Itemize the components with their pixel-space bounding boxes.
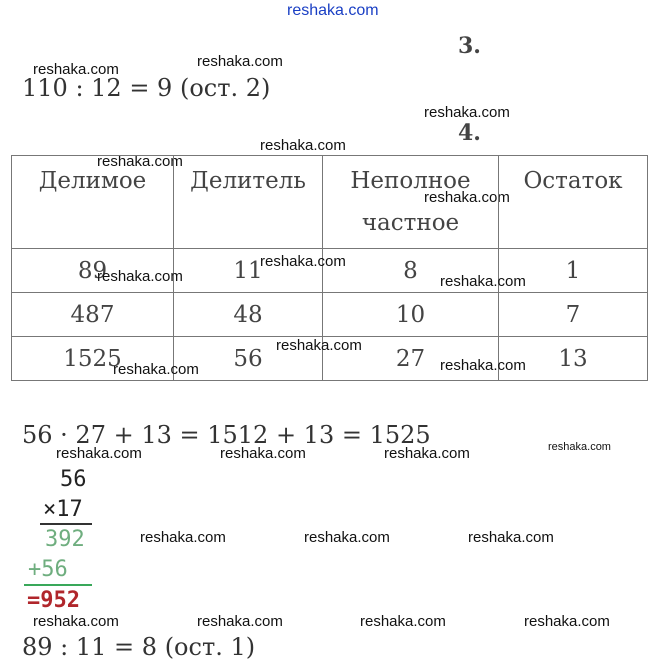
table-cell: 8 — [323, 249, 499, 293]
watermark: reshaka.com — [384, 445, 470, 462]
watermark: reshaka.com — [424, 104, 510, 121]
watermark: reshaka.com — [440, 273, 526, 290]
multiplicand: 56 — [60, 467, 87, 492]
table-cell: 1 — [499, 249, 648, 293]
watermark: reshaka.com — [97, 153, 183, 170]
watermark: reshaka.com — [548, 441, 611, 453]
multiplier: ×17 — [43, 497, 83, 522]
header-remainder: Остаток — [499, 156, 648, 249]
table-cell: 13 — [499, 337, 648, 381]
table-cell: 10 — [323, 293, 499, 337]
watermark: reshaka.com — [468, 529, 554, 546]
multiplication-line — [40, 523, 92, 525]
partial-product-2: +56 — [28, 557, 68, 582]
watermark: reshaka.com — [33, 613, 119, 630]
table-cell: 27 — [323, 337, 499, 381]
table-header-row — [12, 156, 648, 249]
watermark: reshaka.com — [260, 253, 346, 270]
watermark: reshaka.com — [220, 445, 306, 462]
check-equation: 56 · 27 + 13 = 1512 + 13 = 1525 — [22, 421, 431, 449]
task-3-number: 3. — [458, 33, 481, 59]
watermark: reshaka.com — [260, 137, 346, 154]
task-4-number: 4. — [458, 120, 481, 146]
header-divisor: Делитель — [174, 156, 323, 249]
header-dividend: Делимое — [12, 156, 174, 249]
watermark: reshaka.com — [360, 613, 446, 630]
table-cell: 89 — [12, 249, 174, 293]
table-cell: 11 — [174, 249, 323, 293]
table-cell: 487 — [12, 293, 174, 337]
table-cell: 1525 — [12, 337, 174, 381]
watermark: reshaka.com — [424, 189, 510, 206]
task-3-equation: 110 : 12 = 9 (ост. 2) — [22, 74, 271, 102]
multiplication-result: =952 — [27, 588, 80, 613]
watermark: reshaka.com — [56, 445, 142, 462]
table-cell: 7 — [499, 293, 648, 337]
watermark: reshaka.com — [197, 53, 283, 70]
watermark: reshaka.com — [524, 613, 610, 630]
watermark: reshaka.com — [140, 529, 226, 546]
partial-product-1: 392 — [45, 527, 85, 552]
sum-line — [24, 584, 92, 586]
header-quotient — [323, 156, 499, 249]
watermark: reshaka.com — [287, 2, 379, 19]
header-quotient-label: Неполное частное — [350, 168, 471, 236]
watermark: reshaka.com — [440, 357, 526, 374]
table-row — [12, 293, 648, 337]
watermark: reshaka.com — [276, 337, 362, 354]
table-cell: 48 — [174, 293, 323, 337]
table-cell: 56 — [174, 337, 323, 381]
watermark: reshaka.com — [197, 613, 283, 630]
watermark: reshaka.com — [304, 529, 390, 546]
watermark: reshaka.com — [113, 361, 199, 378]
final-equation: 89 : 11 = 8 (ост. 1) — [22, 633, 256, 661]
watermark: reshaka.com — [97, 268, 183, 285]
watermark: reshaka.com — [33, 61, 119, 78]
